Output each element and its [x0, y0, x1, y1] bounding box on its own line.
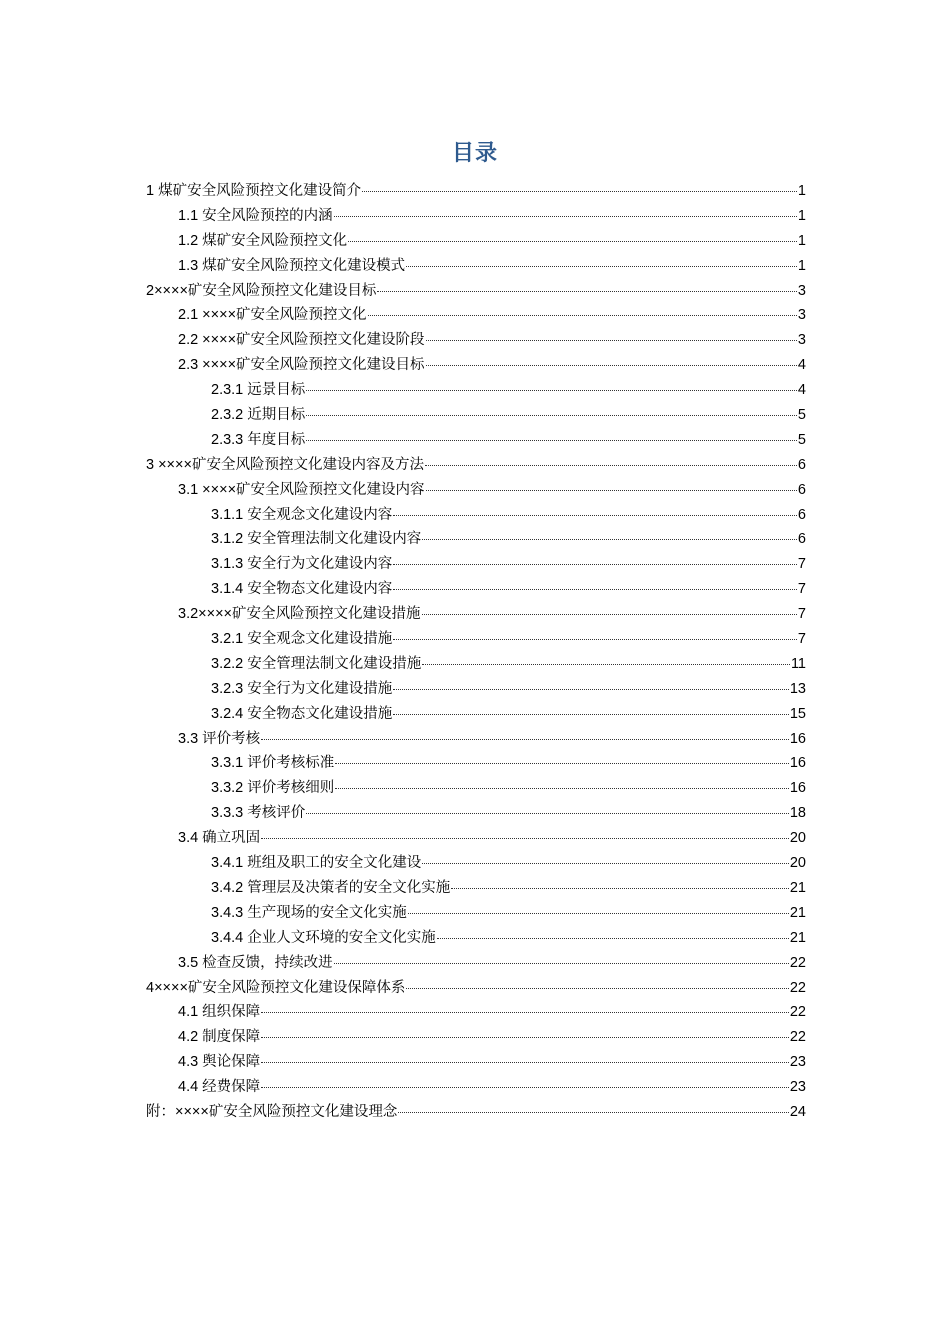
toc-entry[interactable]	[146, 926, 806, 951]
toc-entry-text: 1 煤矿安全风险预控文化建设简介	[146, 183, 362, 199]
toc-entry-page-number: 22	[789, 1029, 806, 1046]
toc-dot-leader	[335, 762, 789, 764]
toc-entry-page-number: 24	[789, 1103, 806, 1120]
toc-entry-page-number: 3	[797, 307, 806, 324]
toc-entry-page-number: 20	[789, 830, 806, 847]
toc-entry-text: 1.3 煤矿安全风险预控文化建设模式	[178, 257, 406, 274]
toc-dot-leader	[261, 1036, 789, 1038]
toc-entry-text: 3.2××××矿安全风险预控文化建设措施	[178, 606, 421, 623]
toc-entry-text: 3.4.1 班组及职工的安全文化建设	[211, 855, 422, 872]
toc-entry[interactable]	[146, 279, 806, 304]
toc-dot-leader	[261, 837, 789, 839]
toc-dot-leader	[422, 862, 789, 864]
toc-entry-page-number: 16	[789, 755, 806, 772]
toc-entry-text: 3.1 ××××矿安全风险预控文化建设内容	[178, 481, 425, 498]
toc-dot-leader	[335, 787, 789, 789]
toc-dot-leader	[334, 215, 797, 217]
toc-entry-page-number: 21	[789, 904, 806, 921]
toc-entry-page-number: 23	[789, 1079, 806, 1096]
toc-entry-text: 2.3.2 近期目标	[211, 407, 306, 424]
toc-entry-text: 4.3 舆论保障	[178, 1054, 261, 1071]
toc-entry-page-number: 7	[797, 631, 806, 648]
toc-dot-leader	[393, 713, 789, 715]
toc-entry-page-number: 1	[797, 257, 806, 274]
toc-dot-leader	[406, 265, 797, 267]
toc-entry-page-number: 6	[797, 506, 806, 523]
toc-entry-page-number: 7	[797, 556, 806, 573]
toc-entry[interactable]	[146, 751, 806, 776]
toc-entry[interactable]	[146, 453, 806, 478]
toc-entry[interactable]	[146, 328, 806, 353]
toc-dot-leader	[393, 688, 789, 690]
toc-entry[interactable]	[146, 1100, 806, 1125]
toc-entry-page-number: 6	[797, 531, 806, 548]
toc-entry[interactable]	[146, 503, 806, 528]
toc-dot-leader	[261, 1086, 789, 1088]
toc-entry-text: 3.2.4 安全物态文化建设措施	[211, 705, 393, 722]
toc-dot-leader	[368, 314, 797, 316]
toc-dot-leader	[422, 663, 790, 665]
toc-entry-text: 3.5 检查反馈，持续改进	[178, 954, 333, 971]
toc-entry[interactable]	[146, 801, 806, 826]
toc-dot-leader	[406, 987, 788, 989]
toc-entry-text: 2.3 ××××矿安全风险预控文化建设目标	[178, 357, 425, 374]
toc-entry[interactable]	[146, 378, 806, 403]
toc-entry[interactable]	[146, 353, 806, 378]
toc-dot-leader	[362, 190, 797, 192]
toc-entry[interactable]	[146, 303, 806, 328]
toc-entry-text: 3.1.1 安全观念文化建设内容	[211, 506, 393, 523]
toc-dot-leader	[306, 414, 797, 416]
toc-dot-leader	[393, 638, 797, 640]
toc-entry-page-number: 4	[797, 357, 806, 374]
toc-entry[interactable]	[146, 851, 806, 876]
toc-dot-leader	[393, 563, 797, 565]
toc-entry-page-number: 7	[797, 581, 806, 598]
toc-entry-page-number: 5	[797, 407, 806, 424]
toc-entry-page-number: 23	[789, 1054, 806, 1071]
toc-entry[interactable]	[146, 1000, 806, 1025]
toc-entry-text: 3.2.1 安全观念文化建设措施	[211, 631, 393, 648]
toc-list	[146, 179, 806, 1125]
toc-entry-text: 4××××矿安全风险预控文化建设保障体系	[146, 979, 406, 996]
toc-entry-text: 3.3.3 考核评价	[211, 805, 306, 822]
toc-entry-text: 3.4.3 生产现场的安全文化实施	[211, 904, 407, 921]
toc-entry[interactable]	[146, 552, 806, 577]
toc-dot-leader	[422, 613, 797, 615]
toc-entry-page-number: 16	[789, 780, 806, 797]
toc-dot-leader	[408, 912, 789, 914]
toc-entry[interactable]	[146, 826, 806, 851]
toc-entry-page-number: 1	[797, 183, 806, 199]
toc-dot-leader	[261, 738, 789, 740]
toc-entry[interactable]	[146, 727, 806, 752]
toc-entry-text: 3.3.2 评价考核细则	[211, 780, 335, 797]
toc-entry-text: 3.3 评价考核	[178, 730, 261, 747]
toc-entry-page-number: 21	[789, 929, 806, 946]
toc-entry[interactable]	[146, 776, 806, 801]
toc-entry[interactable]	[146, 478, 806, 503]
toc-dot-leader	[426, 489, 797, 491]
toc-dot-leader	[437, 937, 789, 939]
toc-entry-text: 3.4 确立巩固	[178, 830, 261, 847]
toc-dot-leader	[261, 1061, 789, 1063]
toc-title: 目录	[451, 140, 498, 165]
toc-entry-page-number: 22	[789, 979, 806, 996]
toc-entry[interactable]	[146, 702, 806, 727]
toc-entry[interactable]	[146, 901, 806, 926]
toc-entry-text: 3.1.4 安全物态文化建设内容	[211, 581, 393, 598]
toc-entry-text: 3.1.2 安全管理法制文化建设内容	[211, 531, 422, 548]
toc-dot-leader	[334, 962, 789, 964]
toc-entry-text: 4.2 制度保障	[178, 1029, 261, 1046]
toc-entry[interactable]	[146, 204, 806, 229]
toc-entry-page-number: 1	[797, 232, 806, 249]
toc-dot-leader	[393, 514, 797, 516]
toc-entry-page-number: 7	[797, 606, 806, 623]
toc-entry[interactable]	[146, 254, 806, 279]
toc-entry-text: 2××××矿安全风险预控文化建设目标	[146, 282, 377, 299]
toc-entry-text: 2.2 ××××矿安全风险预控文化建设阶段	[178, 332, 425, 349]
toc-entry[interactable]	[146, 652, 806, 677]
toc-dot-leader	[451, 887, 789, 889]
toc-dot-leader	[261, 1011, 789, 1013]
toc-entry-page-number: 22	[789, 1004, 806, 1021]
toc-entry-text: 3.4.4 企业人文环境的安全文化实施	[211, 929, 436, 946]
toc-dot-leader	[426, 364, 797, 366]
toc-entry-page-number: 4	[797, 382, 806, 399]
toc-entry-text: 3.1.3 安全行为文化建设内容	[211, 556, 393, 573]
toc-entry-page-number: 20	[789, 855, 806, 872]
toc-entry[interactable]	[146, 951, 806, 976]
toc-entry-page-number: 22	[789, 954, 806, 971]
toc-entry[interactable]	[146, 527, 806, 552]
toc-entry[interactable]	[146, 179, 806, 204]
toc-entry-text: 3.2.2 安全管理法制文化建设措施	[211, 655, 422, 672]
toc-entry-text: 3.3.1 评价考核标准	[211, 755, 335, 772]
toc-entry-page-number: 5	[797, 431, 806, 448]
toc-entry-page-number: 21	[789, 879, 806, 896]
toc-entry-text: 4.4 经费保障	[178, 1079, 261, 1096]
toc-entry[interactable]	[146, 1025, 806, 1050]
toc-entry-page-number: 3	[797, 332, 806, 349]
toc-entry-text: 3.4.2 管理层及决策者的安全文化实施	[211, 879, 451, 896]
toc-entry-page-number: 15	[789, 705, 806, 722]
toc-entry[interactable]	[146, 976, 806, 1001]
toc-entry[interactable]	[146, 876, 806, 901]
toc-entry-text: 1.1 安全风险预控的内涵	[178, 207, 333, 224]
toc-entry[interactable]	[146, 627, 806, 652]
toc-entry-page-number: 6	[797, 456, 806, 473]
toc-entry[interactable]	[146, 602, 806, 627]
toc-entry-page-number: 11	[790, 655, 806, 672]
toc-entry-page-number: 6	[797, 481, 806, 498]
toc-entry-text: 3 ××××矿安全风险预控文化建设内容及方法	[146, 456, 424, 473]
toc-dot-leader	[425, 464, 797, 466]
toc-dot-leader	[348, 240, 797, 242]
toc-dot-leader	[422, 538, 797, 540]
toc-entry-text: 附：××××矿安全风险预控文化建设理念	[146, 1103, 398, 1120]
toc-entry[interactable]	[146, 428, 806, 453]
toc-entry-page-number: 18	[789, 805, 806, 822]
toc-dot-leader	[426, 339, 797, 341]
toc-entry[interactable]	[146, 577, 806, 602]
toc-dot-leader	[393, 588, 797, 590]
toc-entry[interactable]	[146, 677, 806, 702]
toc-entry-text: 2.3.3 年度目标	[211, 431, 306, 448]
toc-entry[interactable]	[146, 1050, 806, 1075]
toc-dot-leader	[398, 1111, 788, 1113]
toc-entry-text: 3.2.3 安全行为文化建设措施	[211, 680, 393, 697]
toc-entry-page-number: 16	[789, 730, 806, 747]
toc-dot-leader	[306, 812, 789, 814]
toc-entry-page-number: 3	[797, 282, 806, 299]
toc-entry-page-number: 13	[789, 680, 806, 697]
toc-dot-leader	[306, 439, 797, 441]
toc-entry-text: 1.2 煤矿安全风险预控文化	[178, 232, 348, 249]
toc-entry[interactable]	[146, 229, 806, 254]
toc-entry-page-number: 1	[797, 207, 806, 224]
toc-entry-text: 2.3.1 远景目标	[211, 382, 306, 399]
toc-entry[interactable]	[146, 1075, 806, 1100]
toc-entry-text: 4.1 组织保障	[178, 1004, 261, 1021]
toc-dot-leader	[306, 389, 797, 391]
toc-entry-text: 2.1 ××××矿安全风险预控文化	[178, 307, 367, 324]
toc-dot-leader	[377, 290, 796, 292]
toc-entry[interactable]	[146, 403, 806, 428]
